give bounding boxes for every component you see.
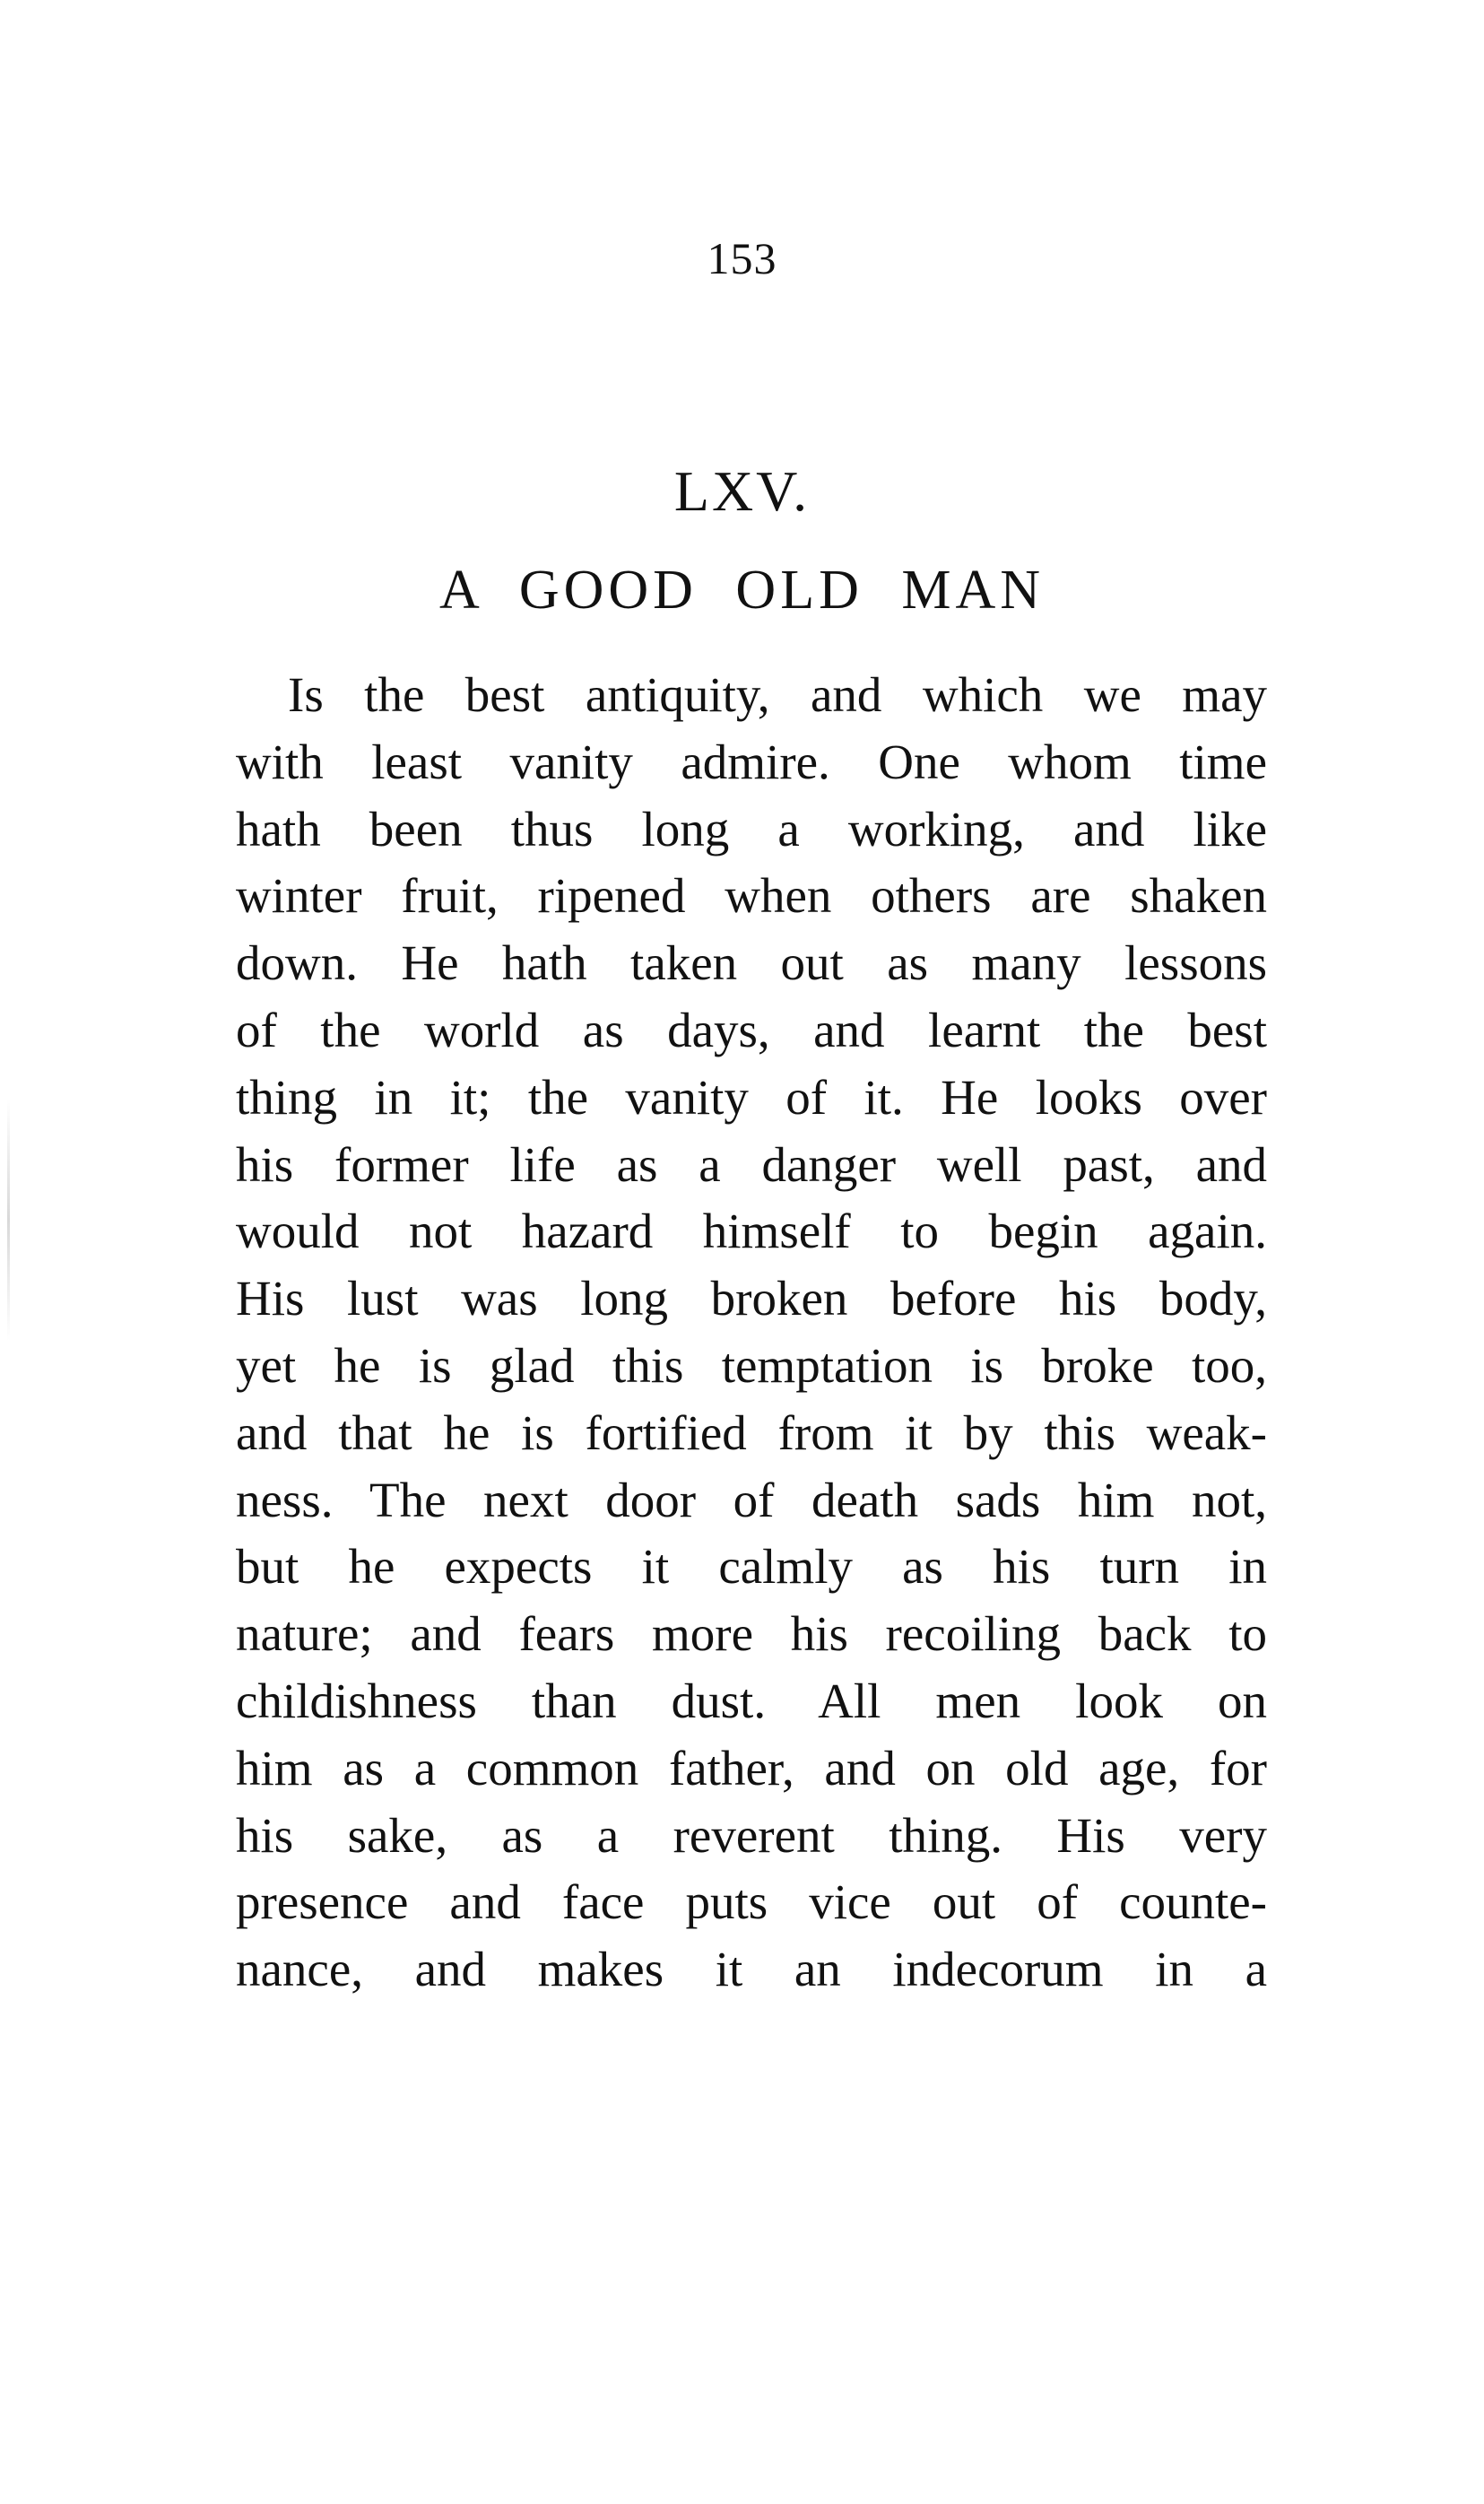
text-line: His lust was long broken before his body, bbox=[236, 1271, 1267, 1326]
text-line: of the world as days, and learnt the best bbox=[236, 1002, 1267, 1057]
chapter-title: A GOOD OLD MAN bbox=[438, 560, 1046, 621]
text-line: winter fruit, ripened when others are shaken bbox=[236, 868, 1267, 924]
text-line: with least vanity admire. One whom time bbox=[236, 734, 1267, 789]
text-line: Is the best antiquity, and which we may bbox=[288, 667, 1267, 722]
chapter-number: LXV. bbox=[673, 459, 811, 523]
text-line: nature; and fears more his recoiling back to bbox=[236, 1606, 1267, 1662]
page-number: 153 bbox=[707, 233, 777, 283]
body-paragraph bbox=[236, 662, 1267, 2004]
text-line: would not hazard himself to begin again. bbox=[236, 1204, 1267, 1259]
text-line: ness. The next door of death sads him not, bbox=[236, 1472, 1267, 1527]
text-line: hath been thus long a working, and like bbox=[236, 801, 1267, 856]
text-line: his former life as a danger well past, and bbox=[236, 1136, 1267, 1192]
text-line: thing in it; the vanity of it. He looks over bbox=[236, 1069, 1267, 1125]
text-line: nance, and makes it an indecorum in a bbox=[236, 1942, 1267, 1997]
text-line: down. He hath taken out as many lessons bbox=[236, 935, 1267, 991]
text-line: his sake, as a reverent thing. His very bbox=[236, 1807, 1267, 1863]
margin-scan-mark bbox=[7, 1099, 10, 1341]
text-line: but he expects it calmly as his turn in bbox=[236, 1539, 1267, 1595]
text-line: him as a common father, and on old age, for bbox=[236, 1740, 1267, 1795]
text-line: childishness than dust. All men look on bbox=[236, 1673, 1267, 1728]
text-line: and that he is fortified from it by this weak- bbox=[236, 1404, 1267, 1460]
text-line: yet he is glad this temptation is broke too, bbox=[236, 1337, 1267, 1393]
text-line: presence and face puts vice out of counte- bbox=[236, 1874, 1267, 1930]
